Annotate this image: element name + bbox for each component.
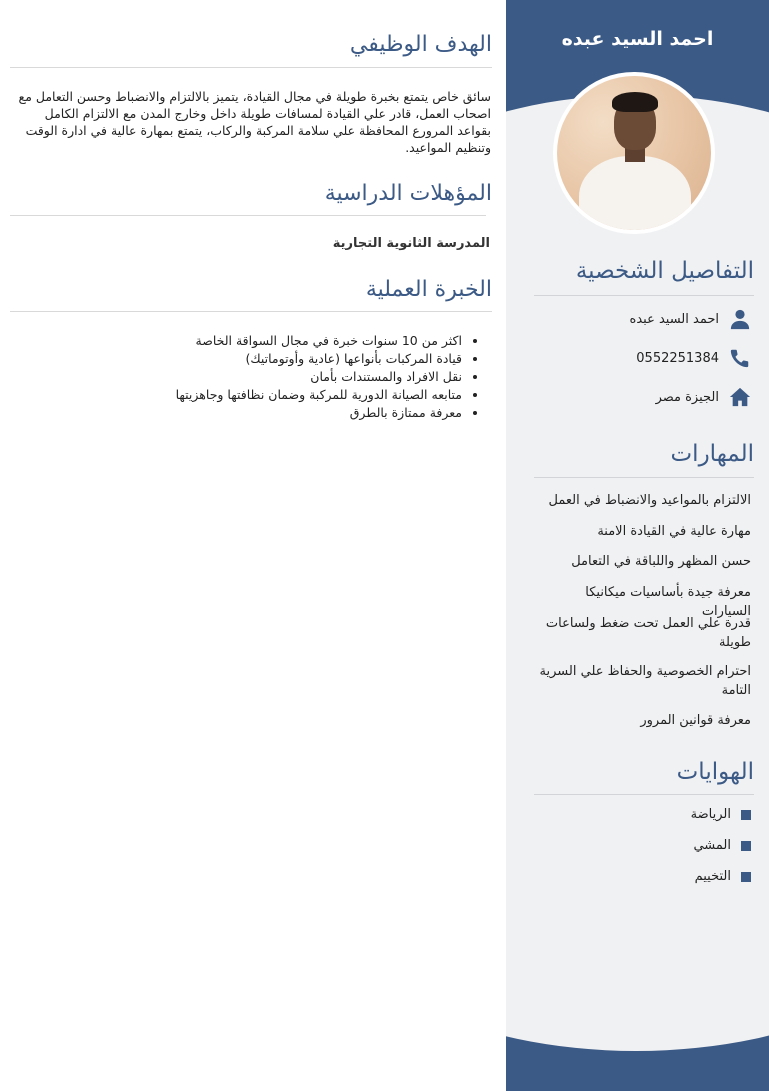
personal-address-value: الجيزة مصر <box>655 389 719 405</box>
experience-item: • نقل الافراد والمستندات بأمان <box>54 368 462 386</box>
personal-phone-row <box>636 345 751 371</box>
skill-item: قدرة علي العمل تحت ضغط ولساعات طويلة <box>545 616 751 650</box>
experience-item: • قيادة المركبات بأنواعها (عادية وأوتوماتيك) <box>54 350 462 368</box>
home-icon <box>729 386 751 408</box>
personal-address-row <box>656 384 751 410</box>
skill-item: الالتزام بالمواعيد والانضباط في العمل <box>548 493 751 508</box>
profile-photo <box>553 72 715 234</box>
hobby-item: الرياضة <box>691 807 751 822</box>
skill-item: معرفة قوانين المرور <box>640 713 751 728</box>
skill-item: حسن المظهر واللباقة في التعامل <box>571 554 751 569</box>
experience-divider <box>10 311 492 312</box>
personal-name-row <box>630 306 751 332</box>
sidebar <box>506 0 769 1091</box>
bullet-square-icon <box>741 810 751 820</box>
skills-title: المهارات <box>670 441 754 467</box>
phone-icon <box>729 347 751 369</box>
experience-title: الخبرة العملية <box>365 277 492 302</box>
objective-text: سائق خاص يتمتع بخبرة طويلة في مجال القيادة، يتميز بالالتزام والانضباط وحسن التعامل مع اصحاب العمل، قادر علي القيادة لمسافات طويلة داخل وخارج المدن مع الالتزام الكامل بقواعد المرورع المحافظة علي سلامة المركبة والركاب، يتمتع بمهارة عالية في ادارة الوقت وتنظيم المواعيد. <box>18 89 491 155</box>
hobbies-divider <box>534 794 754 795</box>
user-icon <box>729 308 751 330</box>
hobbies-title: الهوايات <box>676 759 754 785</box>
education-title: المؤهلات الدراسية <box>324 181 492 206</box>
skill-item: مهارة عالية في القيادة الامنة <box>597 524 751 539</box>
skills-divider <box>534 477 754 478</box>
experience-item: • متابعه الصيانة الدورية للمركبة وضمان نظافتها وجاهزيتها <box>54 386 462 404</box>
objective-title: الهدف الوظيفي <box>349 32 492 57</box>
personal-phone-value: 0552251384 <box>636 350 719 366</box>
education-school: المدرسة الثانوية التجارية <box>332 236 490 251</box>
hobby-item: المشي <box>693 838 751 853</box>
bullet-square-icon <box>741 841 751 851</box>
personal-name-value: احمد السيد عبده <box>629 311 719 327</box>
personal-details-title: التفاصيل الشخصية <box>575 258 754 284</box>
experience-item: • معرفة ممتازة بالطرق <box>54 404 462 422</box>
profile-photo-image <box>557 76 711 230</box>
personal-details-divider <box>534 295 754 296</box>
experience-item: • اكثر من 10 سنوات خبرة في مجال السواقة الخاصة <box>54 332 462 350</box>
bullet-square-icon <box>741 872 751 882</box>
skill-item: احترام الخصوصية والحفاظ علي السرية التامة <box>539 664 751 698</box>
candidate-name: احمد السيد عبده <box>561 28 714 50</box>
objective-divider <box>10 67 492 68</box>
experience-list <box>54 332 474 422</box>
education-divider <box>10 215 486 216</box>
skill-item: معرفة جيدة بأساسيات ميكانيكا السيارات <box>585 585 751 619</box>
hobby-item: التخييم <box>695 869 751 884</box>
